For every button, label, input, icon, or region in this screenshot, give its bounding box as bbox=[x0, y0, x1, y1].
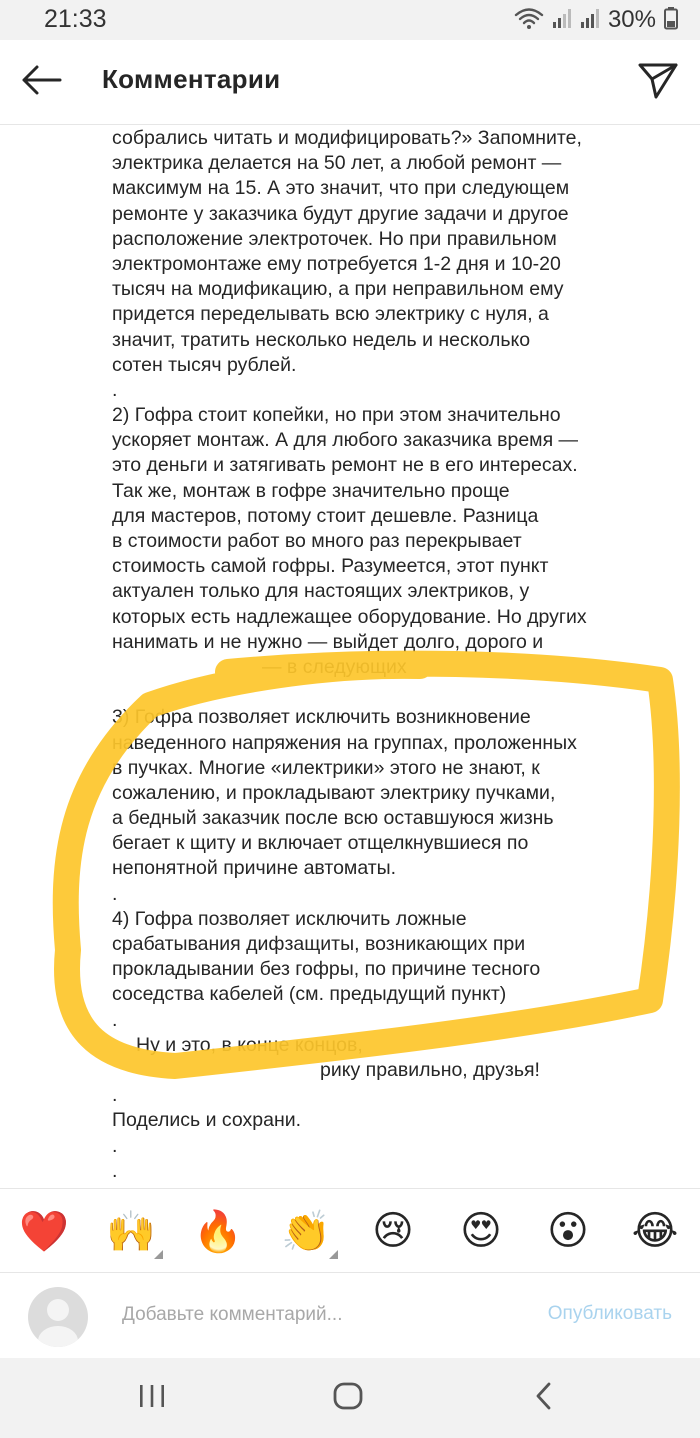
comment-body bbox=[112, 126, 687, 1184]
comment-line: придется переделывать всю электрику с нуля, а bbox=[112, 303, 549, 326]
recent-apps-icon bbox=[137, 1382, 167, 1415]
comment-line: . bbox=[112, 1134, 118, 1157]
comment-line: значит, тратить несколько недель и несколько bbox=[112, 328, 531, 351]
comment-line: 3) Гофра позволяет исключить возникновение bbox=[112, 706, 531, 729]
status-indicators bbox=[514, 4, 678, 36]
wifi-icon bbox=[514, 6, 544, 35]
comment-line: ремонте у заказчика будут другие задачи и другое bbox=[112, 202, 569, 225]
comment-line: а бедный заказчик после всю оставшуюся жизнь bbox=[112, 807, 554, 830]
status-time: 21:33 bbox=[44, 5, 107, 33]
comment-line: бегает к щиту и включает отщелкнувшиеся по bbox=[112, 832, 529, 855]
red-heart-icon[interactable]: ❤️ bbox=[19, 1208, 69, 1255]
fire-icon[interactable]: 🔥 bbox=[193, 1208, 243, 1255]
comment-line: Поделись и сохрани. bbox=[112, 1109, 302, 1132]
comment-line: наведенного напряжения на группах, проложенных bbox=[112, 731, 577, 754]
arrow-left-icon bbox=[20, 64, 64, 101]
comment-line: сотен тысяч рублей. bbox=[112, 353, 297, 376]
comment-line: срабатывания дифзащиты, возникающих при bbox=[112, 933, 526, 955]
system-navigation-bar bbox=[0, 1358, 700, 1438]
avatar bbox=[28, 1287, 88, 1347]
home-icon bbox=[332, 1381, 364, 1416]
comment-line: собрались читать и модифицировать?» Запомните, bbox=[112, 127, 582, 149]
page-title: Комментарии bbox=[102, 64, 281, 94]
comment-thread[interactable] bbox=[0, 124, 700, 1188]
default-avatar-icon bbox=[28, 1287, 88, 1347]
comment-line: электрика делается на 50 лет, а любой ремонт — bbox=[112, 152, 562, 175]
comment-line: электромонтаже ему потребуется 1-2 дня и 10-20 bbox=[112, 252, 561, 275]
recent-apps-button[interactable] bbox=[128, 1374, 176, 1422]
comment-line: . bbox=[112, 1159, 118, 1182]
comment-line: . bbox=[112, 882, 118, 905]
skin-tone-variants-indicator bbox=[329, 1250, 338, 1259]
comment-line: для мастеров, потому стоит дешевле. Разница bbox=[112, 504, 539, 527]
emoji-reaction-bar bbox=[0, 1188, 700, 1273]
publish-button[interactable]: Опубликовать bbox=[547, 1303, 672, 1324]
paper-plane-icon bbox=[637, 60, 679, 105]
status-bar bbox=[0, 0, 700, 40]
battery-icon bbox=[664, 6, 678, 35]
back-button[interactable] bbox=[18, 58, 66, 106]
raising-hands-icon[interactable]: 🙌 bbox=[103, 1203, 159, 1259]
comment-input-bar bbox=[0, 1272, 700, 1359]
heart-eyes-face-icon[interactable]: 😍 bbox=[460, 1208, 502, 1254]
skin-tone-variants-indicator bbox=[154, 1250, 163, 1259]
signal-strength-icon-2 bbox=[580, 6, 600, 35]
comment-input[interactable] bbox=[122, 1295, 512, 1335]
comment-line: расположение электроточек. Но при правильном bbox=[112, 227, 557, 250]
comment-line: прокладывании без гофры, по причине тесного bbox=[112, 958, 541, 981]
clapping-hands-icon[interactable]: 👏 bbox=[278, 1203, 334, 1259]
comment-line: стоимость самой гофры. Разумеется, этот пункт bbox=[112, 555, 549, 578]
comment-line: — в следующих bbox=[262, 655, 407, 678]
comment-line: . bbox=[112, 1084, 118, 1107]
comment-line: Ну и это, в конце концов, bbox=[136, 1033, 363, 1056]
comment-line: 4) Гофра позволяет исключить ложные bbox=[112, 907, 467, 930]
signal-strength-icon bbox=[552, 6, 572, 35]
direct-message-button[interactable] bbox=[634, 58, 682, 106]
nav-back-icon bbox=[532, 1381, 556, 1416]
surprised-face-icon[interactable]: 😮 bbox=[547, 1208, 589, 1254]
comment-line: соседства кабелей (см. предыдущий пункт) bbox=[112, 983, 507, 1006]
comment-line: в пучках. Многие «илектрики» этого не знают, к bbox=[112, 756, 540, 779]
comment-line: это деньги и затягивать ремонт не в его интересах. bbox=[112, 454, 578, 477]
comment-line: которых есть надлежащее оборудование. Но других bbox=[112, 605, 587, 628]
comment-line: . bbox=[112, 378, 118, 401]
comment-line: ускоряет монтаж. А для любого заказчика время — bbox=[112, 429, 579, 452]
comment-line: Так же, монтаж в гофре значительно проще bbox=[112, 479, 510, 502]
comment-line: нанимать и не нужно — выйдет долго, дорого и bbox=[112, 630, 544, 653]
comment-line: непонятной причине автоматы. bbox=[112, 857, 397, 880]
comment-line: рику правильно, друзья! bbox=[320, 1058, 540, 1081]
comment-line: актуален только для настоящих электриков, у bbox=[112, 580, 530, 603]
comment-line: тысяч на модификацию, а при неправильном ему bbox=[112, 278, 564, 301]
comment-line: 2) Гофра стоит копейки, но при этом значительно bbox=[112, 404, 561, 427]
comment-line bbox=[112, 680, 687, 705]
comment-line: максимум на 15. А это значит, что при следующем bbox=[112, 177, 570, 200]
header bbox=[0, 40, 700, 125]
comment-line: . bbox=[112, 1008, 118, 1031]
home-button[interactable] bbox=[324, 1374, 372, 1422]
comment-line: в стоимости работ во много раз перекрывает bbox=[112, 530, 522, 552]
comment-line: сожалению, и прокладывают электрику пучками, bbox=[112, 781, 556, 804]
battery-percentage: 30% bbox=[607, 6, 656, 33]
tears-of-joy-face-icon[interactable]: 😂 bbox=[631, 1208, 679, 1254]
nav-back-button[interactable] bbox=[520, 1374, 568, 1422]
crying-face-icon[interactable]: 😢 bbox=[372, 1208, 414, 1254]
